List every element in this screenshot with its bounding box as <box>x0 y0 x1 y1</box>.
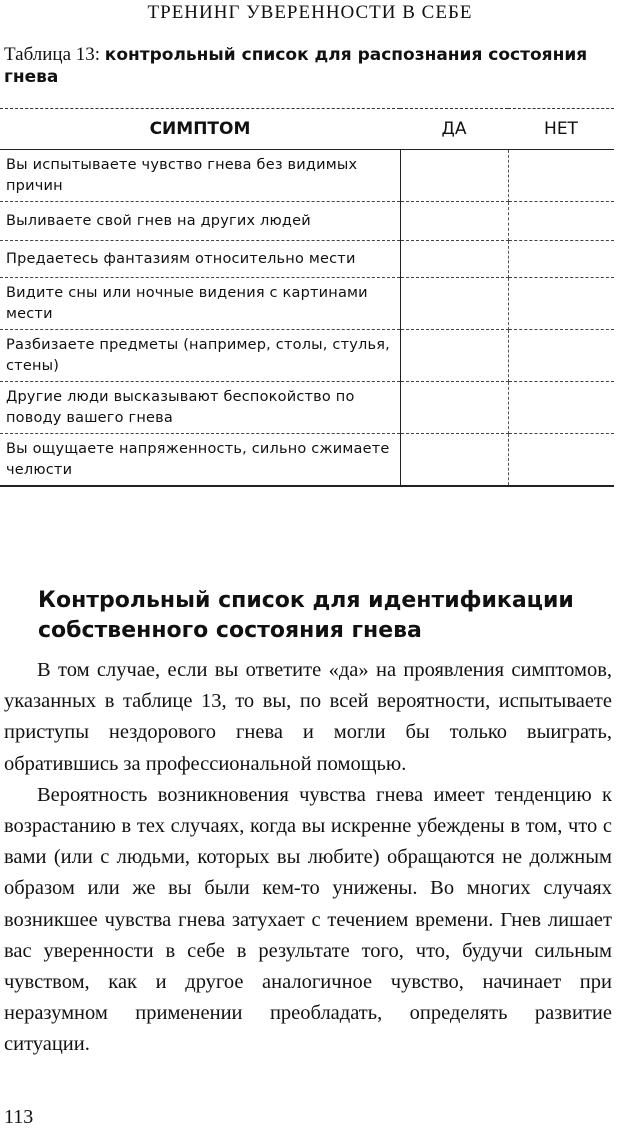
no-cell <box>508 330 614 382</box>
page-number: 113 <box>4 1106 34 1128</box>
column-header-no: НЕТ <box>508 109 614 150</box>
paragraph: Вероятность возникновения чувства гнева имеет тенденцию к возрастанию в тех случаях, когда вы искренне убеждены в том, что с вами (или с людьми, которых вы любите) обращаются не должным образом или же вы были кем-то унижены. Во многих случаях возникшее чувства гнева затухает с течением времени. Гнев лишает вас уверенности в себе в результате того, что, будучи сильным чувством, как и другое аналогичное чувство, начинает при неразумном применении преобладать, определять развитие ситуации. <box>4 783 612 1056</box>
no-cell <box>508 434 614 487</box>
symptom-cell: Разбизаете предметы (например, столы, стулья, стены) <box>0 330 400 382</box>
section-title: Контрольный список для идентификации собственного состояния гнева <box>38 588 574 643</box>
no-cell <box>508 382 614 434</box>
no-cell <box>508 150 614 202</box>
table-row <box>0 382 614 434</box>
no-cell <box>508 202 614 241</box>
body-text <box>4 655 612 1061</box>
table-caption-prefix: Таблица 13: <box>4 44 101 65</box>
yes-cell <box>400 150 508 202</box>
symptom-table <box>0 108 614 487</box>
table-row <box>0 330 614 382</box>
column-header-symptom: СИМПТОМ <box>0 109 400 150</box>
table-row <box>0 241 614 278</box>
symptom-cell: Выливаете свой гнев на других людей <box>0 202 400 241</box>
table-row <box>0 150 614 202</box>
yes-cell <box>400 241 508 278</box>
yes-cell <box>400 278 508 330</box>
table-row <box>0 434 614 487</box>
table-caption-text: контрольный список для распознания состояния гнева <box>4 45 588 87</box>
paragraph: В том случае, если вы ответите «да» на проявления симптомов, указанных в таблице 13, то вы, по всей вероятности, испытываете приступы нездорового гнева и могли бы только выиграть, обратившись за профессиональной помощью. <box>4 659 612 775</box>
running-head: ТРЕНИНГ УВЕРЕННОСТИ В СЕБЕ <box>147 2 473 23</box>
yes-cell <box>400 434 508 487</box>
yes-cell <box>400 202 508 241</box>
yes-cell <box>400 382 508 434</box>
symptom-cell: Предаетесь фантазиям относительно мести <box>0 241 400 278</box>
no-cell <box>508 241 614 278</box>
symptom-cell: Другие люди высказывают беспокойство по поводу вашего гнева <box>0 382 400 434</box>
column-header-yes: ДА <box>400 109 508 150</box>
symptom-cell: Видите сны или ночные видения с картинами мести <box>0 278 400 330</box>
symptom-cell: Вы испытываете чувство гнева без видимых причин <box>0 150 400 202</box>
yes-cell <box>400 330 508 382</box>
table-caption <box>4 44 616 88</box>
table-header-row <box>0 109 614 150</box>
symptom-cell: Вы ощущаете напряженность, сильно сжимаете челюсти <box>0 434 400 487</box>
no-cell <box>508 278 614 330</box>
table-row <box>0 202 614 241</box>
table-row <box>0 278 614 330</box>
